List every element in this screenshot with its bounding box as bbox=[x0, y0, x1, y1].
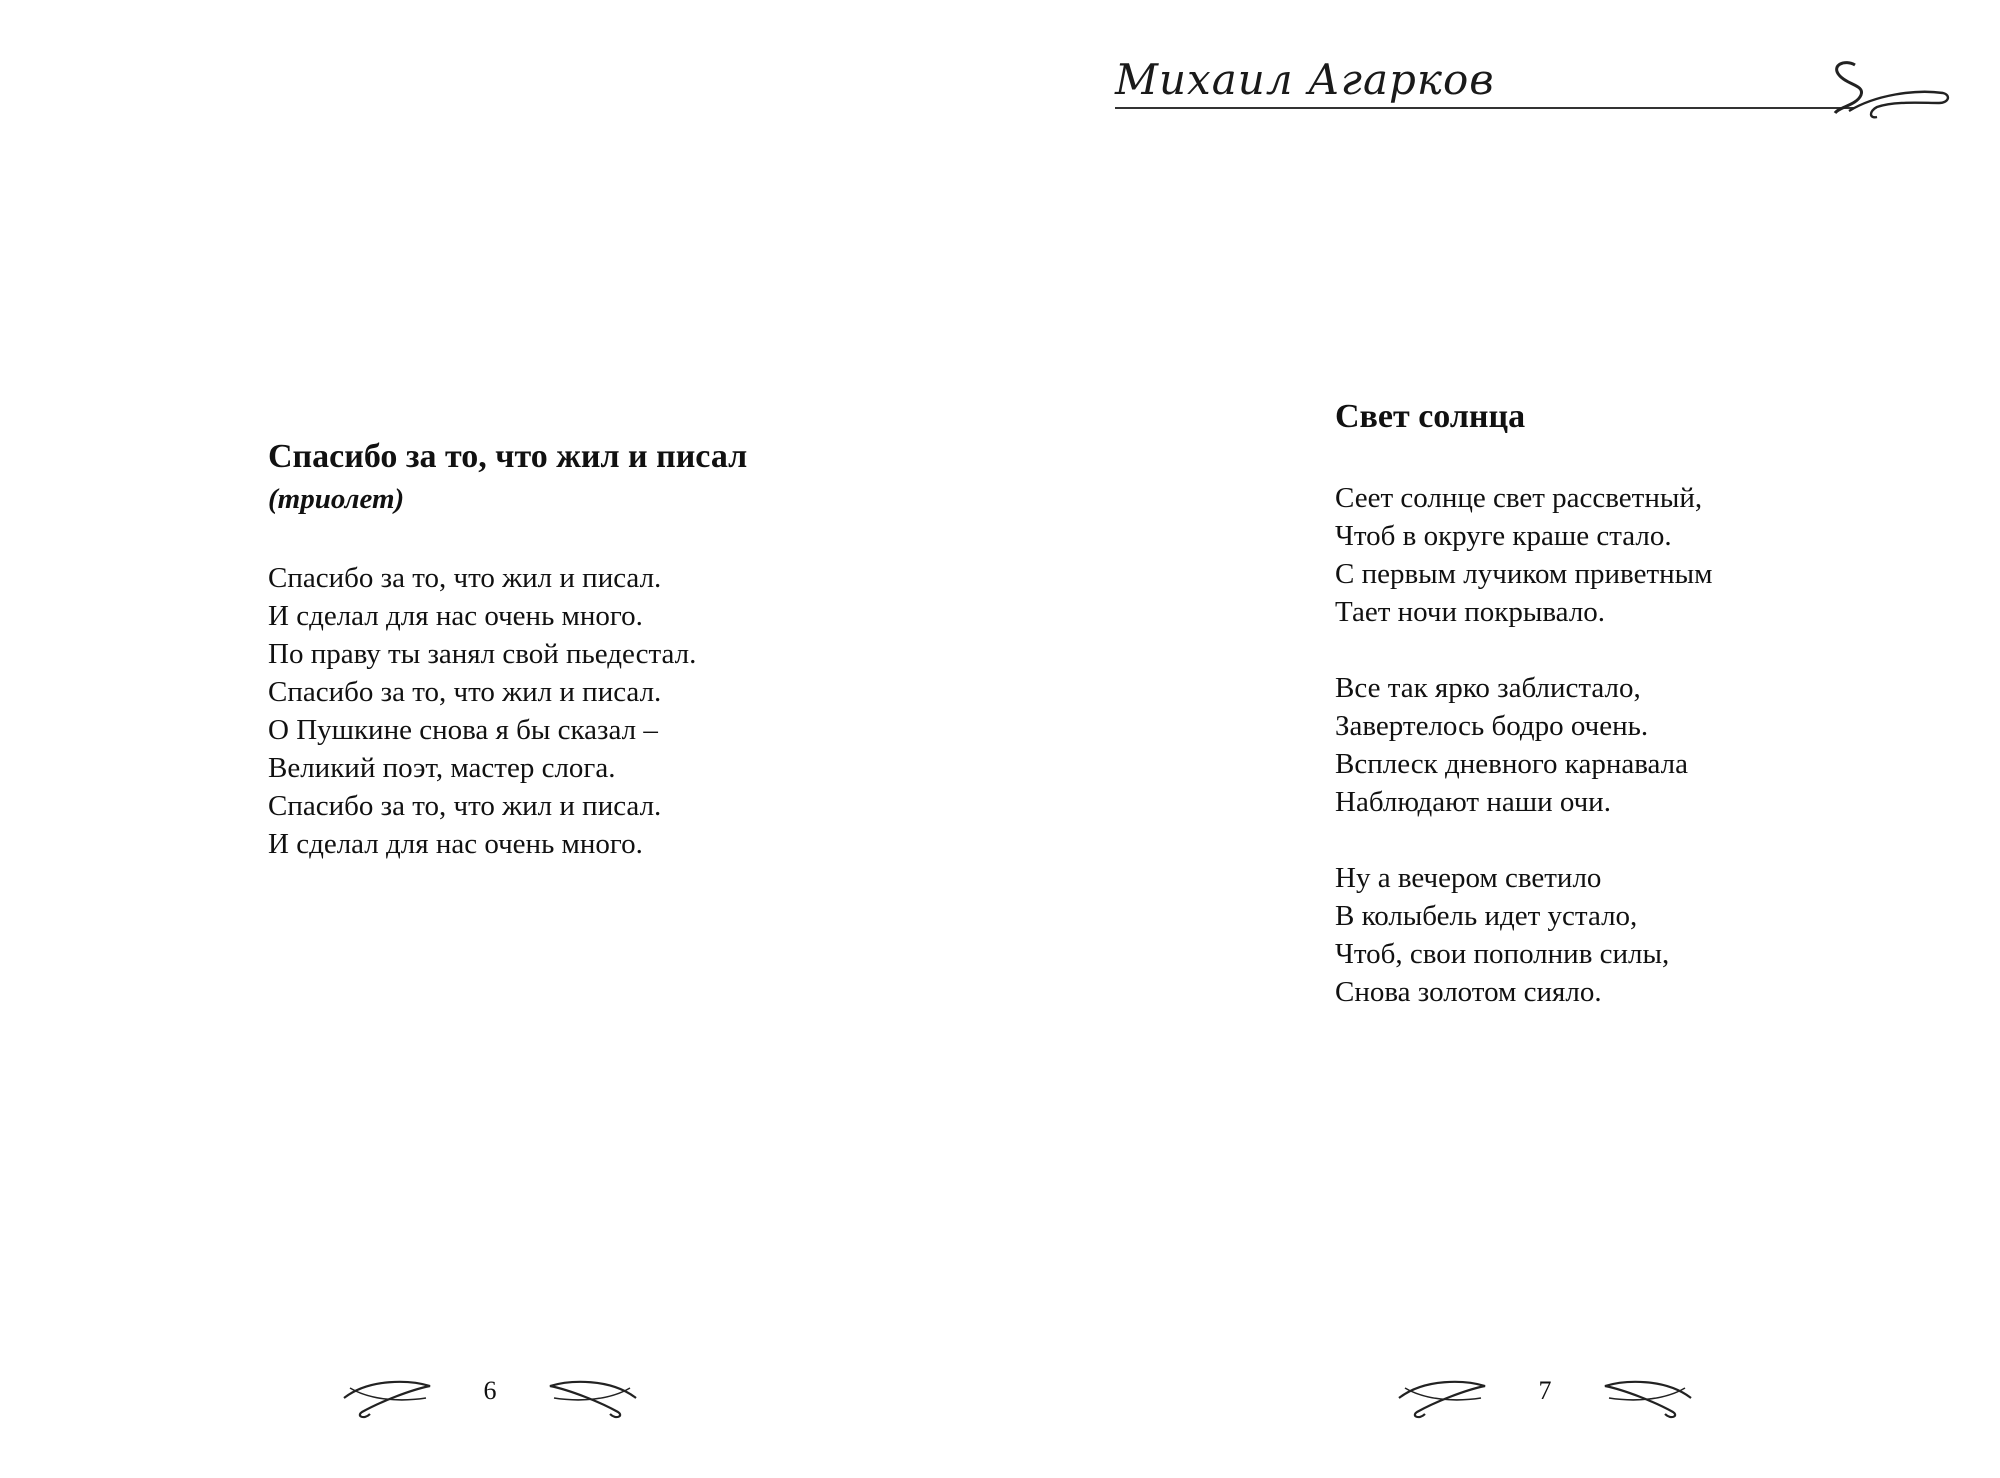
verse-line: Снова золотом сияло. bbox=[1335, 976, 1602, 1008]
header-author: Михаил Агарков bbox=[1115, 55, 1495, 104]
verse-line: И сделал для нас очень много. bbox=[268, 828, 643, 860]
verse-line: Великий поэт, мастер слога. bbox=[268, 752, 616, 784]
verse-line: Чтоб в округе краше стало. bbox=[1335, 520, 1672, 552]
stanza bbox=[1335, 479, 1935, 631]
poem-sunlight bbox=[1335, 395, 1935, 1011]
verse-line: И сделал для нас очень много. bbox=[268, 600, 643, 632]
verse-line: О Пушкине снова я бы сказал – bbox=[268, 714, 658, 746]
verse-line: Ну а вечером светило bbox=[1335, 862, 1602, 894]
verse-line: Спасибо за то, что жил и писал. bbox=[268, 562, 662, 594]
poem-subtitle: (триолет) bbox=[268, 483, 405, 515]
verse-line: В колыбель идет устало, bbox=[1335, 900, 1638, 932]
poem-title: Спасибо за то, что жил и писал bbox=[268, 438, 748, 475]
right-page bbox=[1000, 0, 2000, 1478]
flourish-left-icon bbox=[1395, 1368, 1491, 1422]
page-footer bbox=[1395, 1368, 1695, 1422]
flourish-right-icon bbox=[1599, 1368, 1695, 1422]
header-flourish-icon bbox=[1825, 55, 1955, 125]
page-footer bbox=[340, 1368, 640, 1422]
verse-line: Сеет солнце свет рассветный, bbox=[1335, 482, 1703, 514]
page-number: 7 bbox=[1538, 1376, 1552, 1405]
verse-line: Чтоб, свои пополнив силы, bbox=[1335, 938, 1670, 970]
verse-line: Спасибо за то, что жил и писал. bbox=[268, 676, 662, 708]
verse-line: Спасибо за то, что жил и писал. bbox=[268, 790, 662, 822]
stanza bbox=[268, 559, 908, 863]
verse-line: Все так ярко заблистало, bbox=[1335, 672, 1641, 704]
header-rule bbox=[1115, 107, 1855, 109]
poem-thanks bbox=[268, 435, 908, 863]
verse-line: Тает ночи покрывало. bbox=[1335, 596, 1606, 628]
verse-line: Всплеск дневного карнавала bbox=[1335, 748, 1688, 780]
page-number: 6 bbox=[483, 1376, 497, 1405]
verse-line: Завертелось бодро очень. bbox=[1335, 710, 1649, 742]
poem-title: Свет солнца bbox=[1335, 398, 1526, 435]
verse-line: С первым лучиком приветным bbox=[1335, 558, 1713, 590]
stanza-break bbox=[1335, 821, 1935, 859]
stanza-break bbox=[1335, 631, 1935, 669]
stanza bbox=[1335, 669, 1935, 821]
stanza bbox=[1335, 859, 1935, 1011]
verse-line: По праву ты занял свой пьедестал. bbox=[268, 638, 697, 670]
running-header bbox=[1115, 55, 1955, 125]
flourish-left-icon bbox=[340, 1368, 436, 1422]
verse-line: Наблюдают наши очи. bbox=[1335, 786, 1611, 818]
flourish-right-icon bbox=[544, 1368, 640, 1422]
